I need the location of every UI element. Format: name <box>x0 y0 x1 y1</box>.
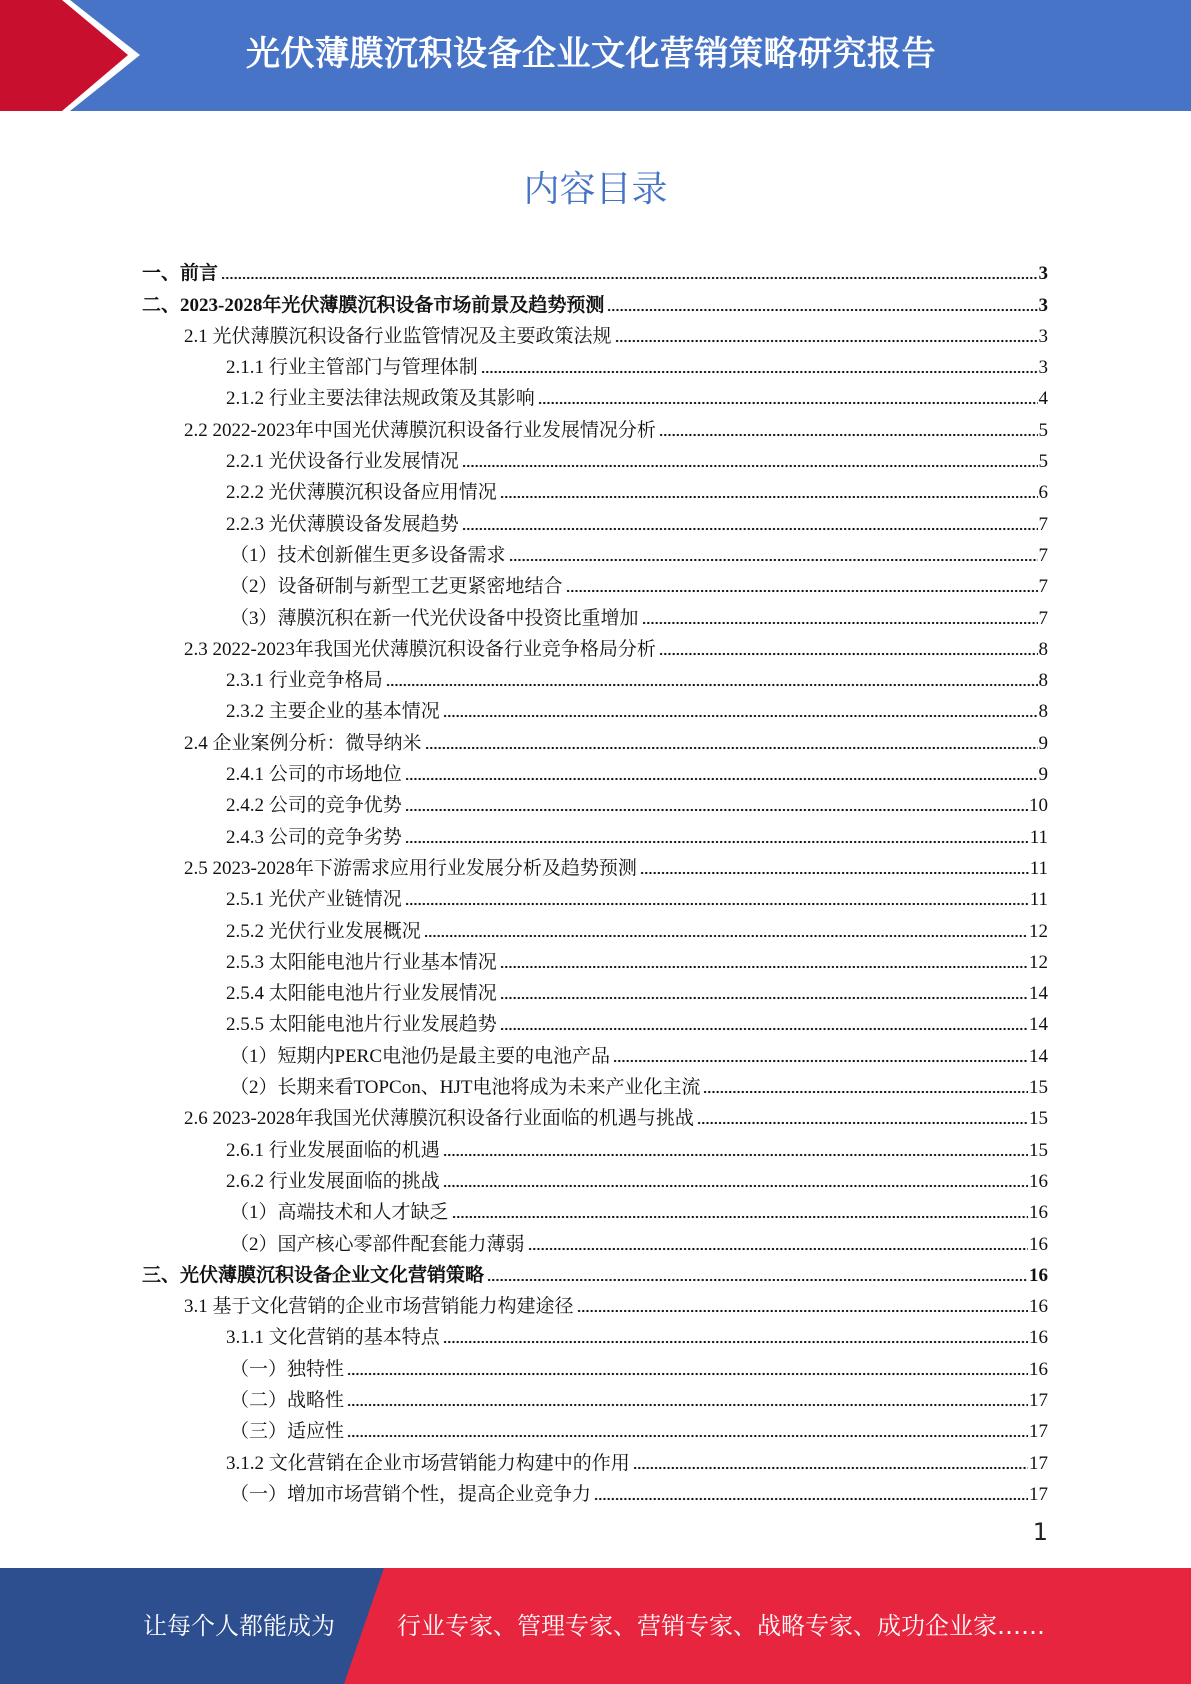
toc-entry-page: 3 <box>1038 263 1048 285</box>
toc-entry-label: 2.3.1 行业竞争格局 <box>226 670 383 692</box>
page-number: 1 <box>1032 1518 1048 1546</box>
toc-entry-label: 2.4 企业案例分析：微导纳米 <box>184 732 422 754</box>
toc-entry-page: 7 <box>1038 513 1048 535</box>
toc-entry-page: 7 <box>1038 576 1048 598</box>
toc-dot-leader <box>509 557 1038 563</box>
toc-entry[interactable] <box>142 661 1048 692</box>
toc-entry-page: 8 <box>1038 638 1048 660</box>
toc-entry-page: 16 <box>1029 1327 1048 1349</box>
toc-entry[interactable] <box>142 442 1048 473</box>
toc-entry-label: （2）长期来看TOPCon、HJT电池将成为未来产业化主流 <box>230 1077 701 1099</box>
toc-entry-label: 2.1.1 行业主管部门与管理体制 <box>226 357 478 379</box>
toc-entry-label: （1）高端技术和人才缺乏 <box>230 1202 449 1224</box>
toc-entry-label: 2.6.1 行业发展面临的机遇 <box>226 1139 440 1161</box>
toc-entry-label: 2.2.2 光伏薄膜沉积设备应用情况 <box>226 482 497 504</box>
toc-entry-page: 5 <box>1038 419 1048 441</box>
toc-dot-leader <box>221 275 1037 281</box>
toc-entry-page: 11 <box>1029 889 1048 911</box>
toc-entry[interactable] <box>142 880 1048 911</box>
toc-dot-leader <box>500 995 1028 1001</box>
toc-entry[interactable] <box>142 1475 1048 1506</box>
toc-entry[interactable] <box>142 849 1048 880</box>
toc-entry-page: 11 <box>1029 826 1048 848</box>
toc-entry-label: （2）设备研制与新型工艺更紧密地结合 <box>230 576 563 598</box>
toc-entry-label: 2.5.2 光伏行业发展概况 <box>226 920 421 942</box>
toc-entry-label: 2.6.2 行业发展面临的挑战 <box>226 1170 440 1192</box>
toc-dot-leader <box>347 1433 1028 1439</box>
toc-entry-page: 10 <box>1029 795 1048 817</box>
toc-entry-page: 14 <box>1029 983 1048 1005</box>
toc-entry[interactable] <box>142 723 1048 754</box>
toc-entry[interactable] <box>142 1381 1048 1412</box>
toc-entry-page: 16 <box>1029 1233 1048 1255</box>
toc-dot-leader <box>538 400 1038 406</box>
report-title: 光伏薄膜沉积设备企业文化营销策略研究报告 <box>246 34 936 74</box>
toc-entry-page: 17 <box>1029 1452 1048 1474</box>
toc-entry[interactable] <box>142 317 1048 348</box>
toc-entry-label: 2.5.3 太阳能电池片行业基本情况 <box>226 951 497 973</box>
toc-dot-leader <box>615 338 1038 344</box>
toc-entry-page: 17 <box>1029 1483 1048 1505</box>
toc-entry-page: 5 <box>1038 451 1048 473</box>
toc-entry-label: 2.3 2022-2023年我国光伏薄膜沉积设备行业竞争格局分析 <box>184 638 656 660</box>
toc-dot-leader <box>443 1183 1028 1189</box>
toc-entry[interactable] <box>142 473 1048 504</box>
toc-entry[interactable] <box>142 1412 1048 1443</box>
toc-entry-label: 3.1.1 文化营销的基本特点 <box>226 1327 440 1349</box>
toc-entry-label: 2.3.2 主要企业的基本情况 <box>226 701 440 723</box>
toc-dot-leader <box>659 432 1038 438</box>
toc-dot-leader <box>487 1277 1028 1283</box>
toc-entry[interactable] <box>142 1005 1048 1036</box>
toc-entry-page: 3 <box>1038 357 1048 379</box>
toc-entry-page: 16 <box>1029 1202 1048 1224</box>
toc-entry[interactable] <box>142 817 1048 848</box>
toc-entry-label: （三）适应性 <box>230 1421 345 1443</box>
header-banner <box>0 0 1191 111</box>
toc-dot-leader <box>500 494 1038 500</box>
toc-entry-page: 9 <box>1038 764 1048 786</box>
toc-entry[interactable] <box>142 379 1048 410</box>
toc-dot-leader <box>462 463 1038 469</box>
toc-entry-page: 17 <box>1029 1421 1048 1443</box>
table-of-contents <box>142 254 1048 1506</box>
toc-entry-page: 7 <box>1038 607 1048 629</box>
toc-entry-label: 2.6 2023-2028年我国光伏薄膜沉积设备行业面临的机遇与挑战 <box>184 1108 694 1130</box>
toc-dot-leader <box>347 1402 1028 1408</box>
toc-dot-leader <box>703 1089 1028 1095</box>
toc-entry[interactable] <box>142 755 1048 786</box>
toc-entry-label: （2）国产核心零部件配套能力薄弱 <box>230 1233 525 1255</box>
toc-entry[interactable] <box>142 1162 1048 1193</box>
toc-entry[interactable] <box>142 1349 1048 1380</box>
toc-dot-leader <box>697 1120 1028 1126</box>
toc-entry-page: 7 <box>1038 544 1048 566</box>
toc-entry-page: 16 <box>1029 1264 1048 1286</box>
toc-dot-leader <box>443 1339 1028 1345</box>
toc-dot-leader <box>405 776 1038 782</box>
toc-entry[interactable] <box>142 1099 1048 1130</box>
toc-dot-leader <box>577 1308 1028 1314</box>
toc-entry-label: 2.2 2022-2023年中国光伏薄膜沉积设备行业发展情况分析 <box>184 419 656 441</box>
toc-entry-page: 4 <box>1038 388 1048 410</box>
toc-entry-label: 2.1.2 行业主要法律法规政策及其影响 <box>226 388 535 410</box>
toc-entry-label: 2.4.2 公司的竞争优势 <box>226 795 402 817</box>
toc-entry-page: 3 <box>1038 294 1048 316</box>
toc-dot-leader <box>462 526 1038 532</box>
toc-entry-label: 2.2.1 光伏设备行业发展情况 <box>226 451 459 473</box>
toc-dot-leader <box>405 901 1029 907</box>
toc-entry[interactable] <box>142 567 1048 598</box>
toc-dot-leader <box>425 745 1038 751</box>
toc-entry-page: 14 <box>1029 1045 1048 1067</box>
toc-entry[interactable] <box>142 1224 1048 1255</box>
toc-entry-label: 3.1 基于文化营销的企业市场营销能力构建途径 <box>184 1296 574 1318</box>
toc-entry[interactable] <box>142 1256 1048 1287</box>
toc-entry[interactable] <box>142 1318 1048 1349</box>
toc-entry-page: 15 <box>1029 1108 1048 1130</box>
toc-entry[interactable] <box>142 504 1048 535</box>
toc-entry-label: 三、光伏薄膜沉积设备企业文化营销策略 <box>142 1264 485 1286</box>
toc-entry[interactable] <box>142 536 1048 567</box>
toc-entry-page: 15 <box>1029 1139 1048 1161</box>
toc-entry[interactable] <box>142 598 1048 629</box>
toc-entry[interactable] <box>142 692 1048 723</box>
toc-entry-page: 12 <box>1029 951 1048 973</box>
toc-dot-leader <box>640 870 1029 876</box>
toc-entry-label: （1）短期内PERC电池仍是最主要的电池产品 <box>230 1045 611 1067</box>
toc-dot-leader <box>386 682 1038 688</box>
toc-entry-label: 2.5.1 光伏产业链情况 <box>226 889 402 911</box>
toc-entry-page: 17 <box>1029 1389 1048 1411</box>
toc-entry[interactable] <box>142 1130 1048 1161</box>
toc-entry[interactable] <box>142 410 1048 441</box>
toc-dot-leader <box>405 807 1028 813</box>
toc-entry-page: 14 <box>1029 1014 1048 1036</box>
toc-dot-leader <box>613 1058 1028 1064</box>
toc-dot-leader <box>633 1465 1028 1471</box>
toc-dot-leader <box>443 1152 1028 1158</box>
toc-entry[interactable] <box>142 1036 1048 1067</box>
toc-entry[interactable] <box>142 285 1048 316</box>
toc-entry-page: 8 <box>1038 701 1048 723</box>
toc-entry[interactable] <box>142 943 1048 974</box>
toc-entry-label: （3）薄膜沉积在新一代光伏设备中投资比重增加 <box>230 607 639 629</box>
toc-entry-page: 16 <box>1029 1358 1048 1380</box>
footer-slogan-left: 让每个人都能成为 <box>143 1612 335 1640</box>
toc-entry-page: 8 <box>1038 670 1048 692</box>
toc-dot-leader <box>500 1026 1028 1032</box>
toc-entry-label: 2.4.3 公司的竞争劣势 <box>226 826 402 848</box>
toc-dot-leader <box>452 1214 1028 1220</box>
toc-entry[interactable] <box>142 1068 1048 1099</box>
toc-entry-page: 9 <box>1038 732 1048 754</box>
toc-entry-label: 2.4.1 公司的市场地位 <box>226 764 402 786</box>
toc-entry-label: 2.5 2023-2028年下游需求应用行业发展分析及趋势预测 <box>184 857 637 879</box>
toc-entry-page: 16 <box>1029 1170 1048 1192</box>
toc-dot-leader <box>405 839 1029 845</box>
toc-entry-page: 11 <box>1029 857 1048 879</box>
toc-heading: 内容目录 <box>523 169 668 210</box>
toc-dot-leader <box>528 1246 1028 1252</box>
toc-entry-label: 2.5.5 太阳能电池片行业发展趋势 <box>226 1014 497 1036</box>
toc-entry-label: 2.1 光伏薄膜沉积设备行业监管情况及主要政策法规 <box>184 325 612 347</box>
toc-entry-page: 15 <box>1029 1077 1048 1099</box>
toc-dot-leader <box>481 369 1038 375</box>
footer-banner <box>0 1568 1191 1684</box>
toc-entry[interactable] <box>142 630 1048 661</box>
toc-entry[interactable] <box>142 1443 1048 1474</box>
toc-entry-label: 3.1.2 文化营销在企业市场营销能力构建中的作用 <box>226 1452 630 1474</box>
toc-entry[interactable] <box>142 1287 1048 1318</box>
toc-entry-label: （二）战略性 <box>230 1389 345 1411</box>
toc-dot-leader <box>443 713 1038 719</box>
toc-entry-page: 12 <box>1029 920 1048 942</box>
toc-dot-leader <box>594 1496 1028 1502</box>
toc-entry-label: 2.5.4 太阳能电池片行业发展情况 <box>226 983 497 1005</box>
toc-entry[interactable] <box>142 348 1048 379</box>
toc-entry-label: （一）独特性 <box>230 1358 345 1380</box>
toc-entry-label: 一、前言 <box>142 263 219 285</box>
toc-dot-leader <box>642 620 1038 626</box>
toc-dot-leader <box>347 1371 1028 1377</box>
toc-entry[interactable] <box>142 1193 1048 1224</box>
toc-dot-leader <box>566 588 1038 594</box>
toc-entry[interactable] <box>142 254 1048 285</box>
toc-dot-leader <box>500 964 1028 970</box>
toc-dot-leader <box>659 651 1038 657</box>
header-arrow-graphic <box>0 0 150 111</box>
toc-entry-page: 6 <box>1038 482 1048 504</box>
toc-entry-label: 2.2.3 光伏薄膜设备发展趋势 <box>226 513 459 535</box>
toc-entry-label: （1）技术创新催生更多设备需求 <box>230 544 506 566</box>
toc-dot-leader <box>424 933 1028 939</box>
toc-entry-page: 3 <box>1038 325 1048 347</box>
toc-entry-label: 二、2023-2028年光伏薄膜沉积设备市场前景及趋势预测 <box>142 294 605 316</box>
footer-slogan-right: 行业专家、管理专家、营销专家、战略专家、成功企业家…… <box>397 1612 1045 1640</box>
toc-entry[interactable] <box>142 911 1048 942</box>
toc-entry-label: （一）增加市场营销个性，提高企业竞争力 <box>230 1483 592 1505</box>
toc-entry-page: 16 <box>1029 1296 1048 1318</box>
toc-entry[interactable] <box>142 786 1048 817</box>
toc-dot-leader <box>607 307 1037 313</box>
toc-entry[interactable] <box>142 974 1048 1005</box>
